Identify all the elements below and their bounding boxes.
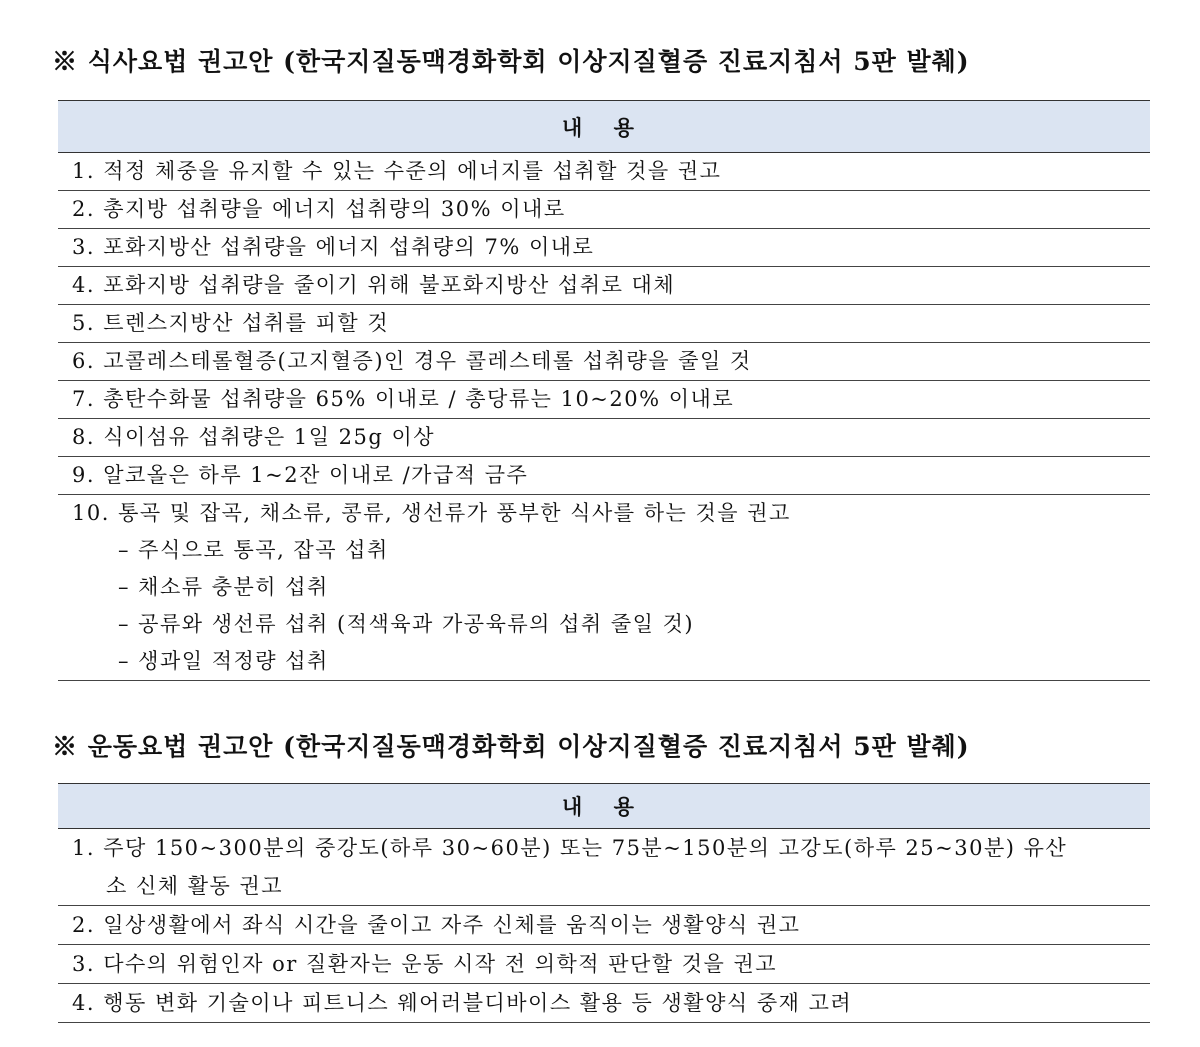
diet-item-text: 4. 포화지방 섭취량을 줄이기 위해 불포화지방산 섭취로 대체 <box>72 273 676 297</box>
diet-item-10 <box>58 495 1150 681</box>
exercise-item-text: 2. 일상생활에서 좌식 시간을 줄이고 자주 신체를 움직이는 생활양식 권고 <box>72 913 801 937</box>
diet-item-8 <box>58 419 1150 457</box>
exercise-item-text: 4. 행동 변화 기술이나 피트니스 웨어러블디바이스 활용 등 생활양식 중재 고려 <box>72 991 853 1015</box>
exercise-table <box>58 783 1150 1023</box>
diet-table <box>58 100 1150 681</box>
exercise-section-title: ※ 운동요법 권고안 (한국지질동맥경화학회 이상지질혈증 진료지침서 5판 발췌) <box>52 732 970 761</box>
diet-item-4 <box>58 267 1150 305</box>
diet-subitem: – 주식으로 통곡, 잡곡 섭취 <box>118 538 389 562</box>
diet-item-text: 1. 적정 체중을 유지할 수 있는 수준의 에너지를 섭취할 것을 권고 <box>72 159 722 183</box>
diet-item-3 <box>58 229 1150 267</box>
diet-item-text: 10. 통곡 및 잡곡, 채소류, 콩류, 생선류가 풍부한 식사를 하는 것을 권고 <box>72 501 791 525</box>
diet-item-text: 7. 총탄수화물 섭취량을 65% 이내로 / 총당류는 10~20% 이내로 <box>72 387 735 411</box>
diet-table-header: 내 용 <box>58 100 1150 153</box>
exercise-table-header: 내 용 <box>58 783 1150 829</box>
diet-item-1 <box>58 153 1150 191</box>
diet-subitem: – 채소류 충분히 섭취 <box>118 575 329 599</box>
exercise-item-4 <box>58 984 1150 1023</box>
exercise-item-text-continued: 소 신체 활동 권고 <box>106 874 284 898</box>
diet-item-text: 3. 포화지방산 섭취량을 에너지 섭취량의 7% 이내로 <box>72 235 595 259</box>
diet-subitem: – 공류와 생선류 섭취 (적색육과 가공육류의 섭취 줄일 것) <box>118 612 695 636</box>
diet-item-text: 9. 알코올은 하루 1~2잔 이내로 /가급적 금주 <box>72 463 529 487</box>
exercise-item-2 <box>58 906 1150 945</box>
diet-item-9 <box>58 457 1150 495</box>
diet-subitem: – 생과일 적정량 섭취 <box>118 649 329 673</box>
exercise-item-1 <box>58 829 1150 906</box>
diet-item-2 <box>58 191 1150 229</box>
diet-item-7 <box>58 381 1150 419</box>
diet-item-text: 8. 식이섬유 섭취량은 1일 25g 이상 <box>72 425 436 449</box>
exercise-item-text: 1. 주당 150~300분의 중강도(하루 30~60분) 또는 75분~150분의 고강도(하루 25~30분) 유산 <box>72 836 1068 860</box>
diet-item-text: 2. 총지방 섭취량을 에너지 섭취량의 30% 이내로 <box>72 197 566 221</box>
diet-item-text: 5. 트렌스지방산 섭취를 피할 것 <box>72 311 390 335</box>
exercise-item-text: 3. 다수의 위험인자 or 질환자는 운동 시작 전 의학적 판단할 것을 권고 <box>72 952 778 976</box>
diet-section-title: ※ 식사요법 권고안 (한국지질동맥경화학회 이상지질혈증 진료지침서 5판 발췌) <box>52 47 970 76</box>
diet-item-6 <box>58 343 1150 381</box>
diet-item-5 <box>58 305 1150 343</box>
diet-item-text: 6. 고콜레스테롤혈증(고지혈증)인 경우 콜레스테롤 섭취량을 줄일 것 <box>72 349 752 373</box>
exercise-item-3 <box>58 945 1150 984</box>
